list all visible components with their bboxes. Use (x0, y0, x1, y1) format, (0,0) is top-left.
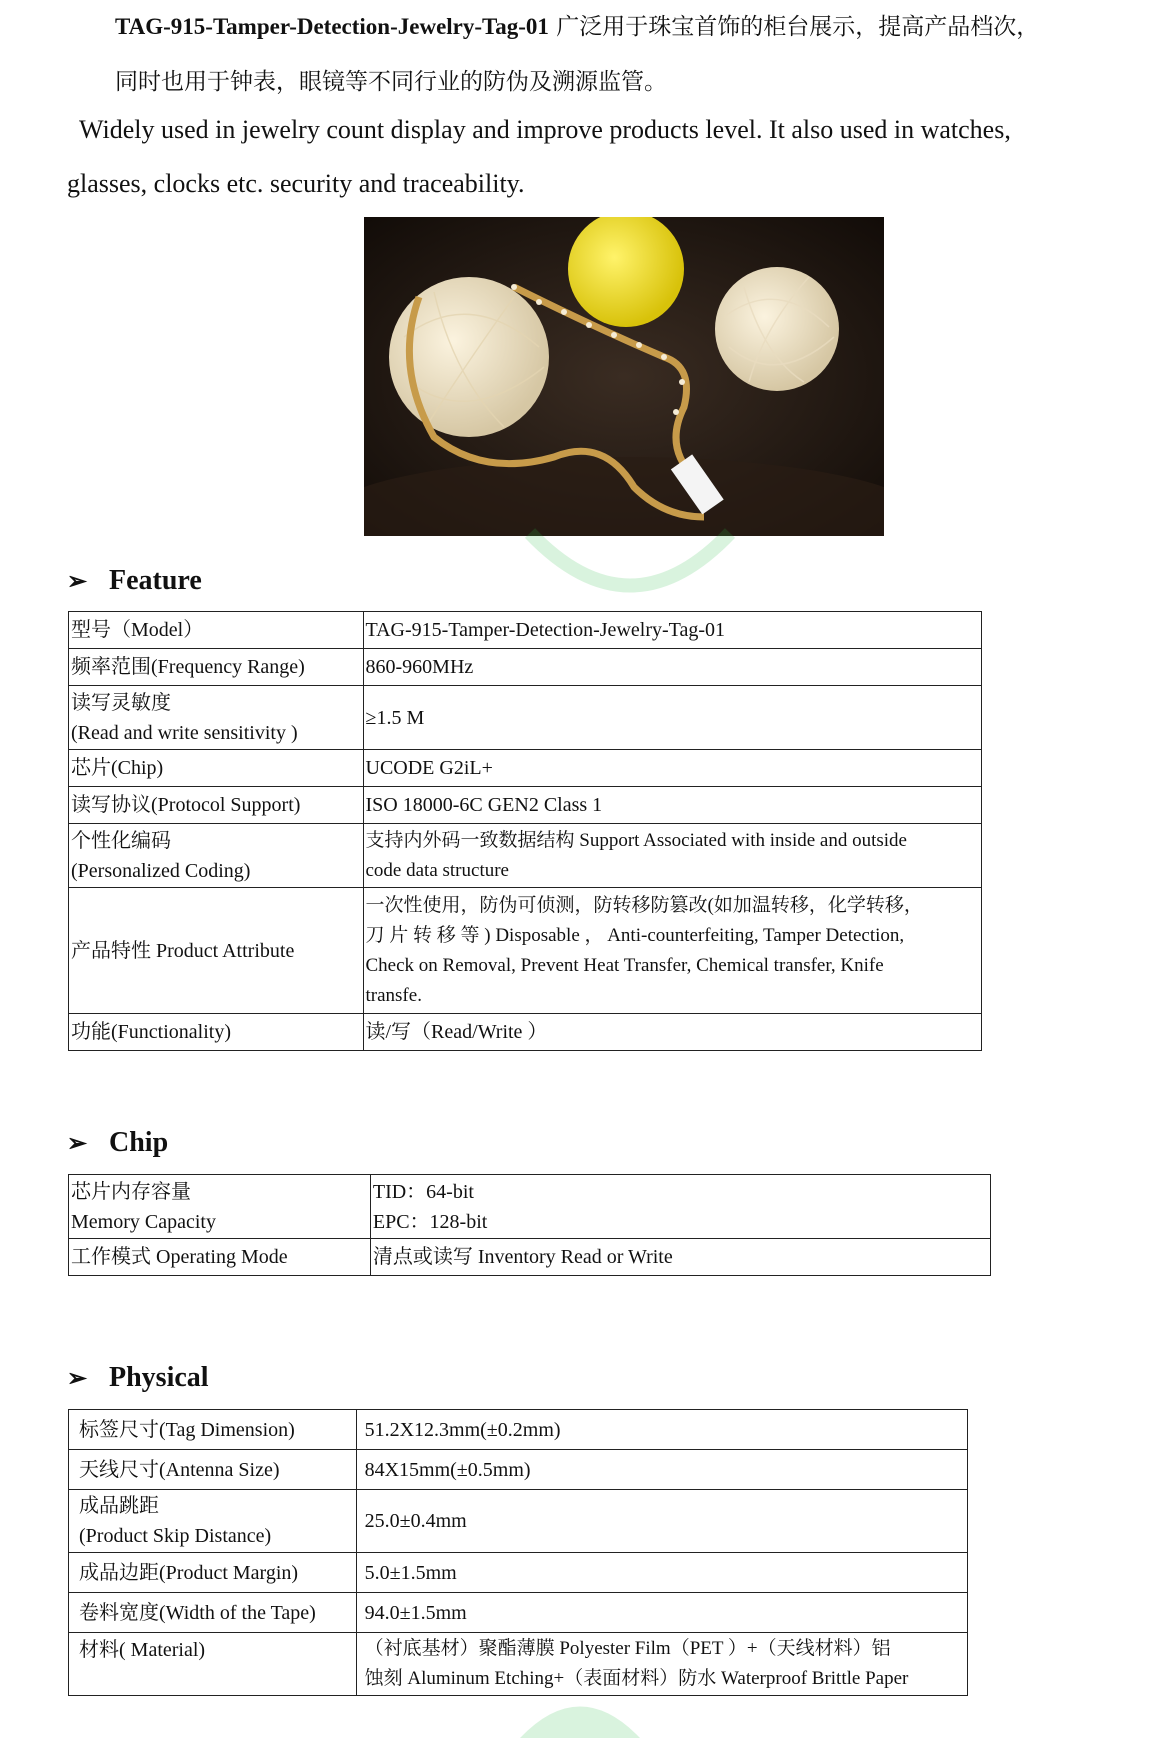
physical-heading (67, 1362, 209, 1394)
table-cell-value-line: 刀 片 转 移 等 ) Disposable ， Anti-counterfeiting, Tamper Detection, (365, 924, 905, 946)
table-row (69, 787, 982, 824)
table-cell-value: ≥1.5 M (363, 686, 982, 750)
table-row (69, 1633, 968, 1696)
table-cell-label (69, 1490, 357, 1553)
intro-english-line-1: Widely used in jewelry count display and improve products level. It also used in watches, (79, 115, 1011, 144)
table-row (69, 824, 982, 888)
product-model-title: TAG-915-Tamper-Detection-Jewelry-Tag-01 (115, 14, 549, 39)
arrow-bullet-icon: ➢ (67, 1131, 88, 1157)
table-cell-value-line: 一次性使用，防伪可侦测，防转移防篡改(如加温转移，化学转移， (365, 894, 923, 916)
chip-heading (67, 1127, 168, 1159)
table-cell-value: 94.0±1.5mm (356, 1593, 967, 1633)
table-row (69, 649, 982, 686)
table-row (69, 888, 982, 1014)
table-cell-label: 型号（Model） (69, 612, 364, 649)
feature-table (68, 611, 982, 1051)
arrow-bullet-icon: ➢ (67, 1366, 88, 1392)
table-cell-value-line: code data structure (365, 859, 509, 881)
table-cell-value-line: 支持内外码一致数据结构 Support Associated with inside and outside (365, 829, 907, 851)
table-cell-label-line: (Personalized Coding) (71, 859, 251, 882)
feature-heading-text: Feature (109, 565, 202, 596)
table-cell-value: 清点或读写 Inventory Read or Write (370, 1239, 990, 1276)
arrow-bullet-icon: ➢ (67, 569, 88, 595)
table-row (69, 750, 982, 787)
table-cell-value: ISO 18000-6C GEN2 Class 1 (363, 787, 982, 824)
table-cell-value: 25.0±0.4mm (356, 1490, 967, 1553)
table-cell-label: 材料( Material) (69, 1633, 357, 1696)
table-cell-label-line: 芯片内存容量 (71, 1180, 191, 1203)
table-row (69, 1410, 968, 1450)
feature-heading (67, 565, 202, 597)
table-cell-label: 读写协议(Protocol Support) (69, 787, 364, 824)
table-cell-label: 标签尺寸(Tag Dimension) (69, 1410, 357, 1450)
table-cell-value-line: transfe. (365, 984, 422, 1006)
table-cell-value-line: （衬底基材）聚酯薄膜 Polyester Film（PET ）+（天线材料）铝 (364, 1638, 891, 1659)
physical-table (68, 1409, 968, 1696)
table-cell-label-line: (Product Skip Distance) (79, 1525, 272, 1547)
table-cell-label-line: Memory Capacity (71, 1210, 216, 1233)
intro-chinese-line-2: 同时也用于钟表，眼镜等不同行业的防伪及溯源监管。 (115, 69, 667, 95)
table-row (69, 1239, 991, 1276)
table-cell-value (370, 1175, 990, 1239)
table-cell-label: 芯片(Chip) (69, 750, 364, 787)
table-cell-value: UCODE G2iL+ (363, 750, 982, 787)
intro-chinese-line-1 (115, 8, 1039, 41)
jewelry-bracelet-with-tag-photo (364, 217, 884, 536)
table-cell-label-line: 个性化编码 (71, 829, 171, 852)
chip-heading-text: Chip (109, 1127, 169, 1158)
watermark-logo-icon (520, 528, 740, 608)
table-cell-label: 频率范围(Frequency Range) (69, 649, 364, 686)
table-row (69, 686, 982, 750)
table-row (69, 1175, 991, 1239)
table-cell-value-line: EPC：128-bit (372, 1210, 488, 1233)
table-cell-label: 成品边距(Product Margin) (69, 1553, 357, 1593)
table-cell-value: 860-960MHz (363, 649, 982, 686)
table-row (69, 1553, 968, 1593)
table-cell-value: 84X15mm(±0.5mm) (356, 1450, 967, 1490)
intro-english-line-2: glasses, clocks etc. security and traceability. (67, 169, 525, 198)
chip-table (68, 1174, 991, 1276)
table-cell-value-line: Check on Removal, Prevent Heat Transfer, Chemical transfer, Knife (365, 954, 884, 976)
table-cell-label (69, 686, 364, 750)
table-row (69, 1490, 968, 1553)
table-cell-label-line: 成品跳距 (79, 1495, 159, 1517)
table-cell-value: 5.0±1.5mm (356, 1553, 967, 1593)
table-cell-label-line: 读写灵敏度 (71, 691, 171, 714)
table-cell-label: 功能(Functionality) (69, 1014, 364, 1051)
table-cell-label (69, 824, 364, 888)
table-cell-label: 工作模式 Operating Mode (69, 1239, 371, 1276)
table-row (69, 1593, 968, 1633)
table-cell-value: TAG-915-Tamper-Detection-Jewelry-Tag-01 (363, 612, 982, 649)
physical-heading-text: Physical (109, 1362, 209, 1393)
table-cell-label (69, 1175, 371, 1239)
table-cell-value (356, 1633, 967, 1696)
table-cell-value: 51.2X12.3mm(±0.2mm) (356, 1410, 967, 1450)
table-cell-value (363, 824, 982, 888)
table-cell-value-line: 蚀刻 Aluminum Etching+（表面材料）防水 Waterproof Brittle Paper (364, 1668, 909, 1689)
table-cell-label: 卷料宽度(Width of the Tape) (69, 1593, 357, 1633)
table-row (69, 612, 982, 649)
table-cell-value-line: TID：64-bit (372, 1180, 474, 1203)
table-cell-label-line: (Read and write sensitivity ) (71, 721, 298, 744)
table-cell-value: 读/写（Read/Write ） (363, 1014, 982, 1051)
table-cell-value (363, 888, 982, 1014)
table-row (69, 1014, 982, 1051)
table-row (69, 1450, 968, 1490)
intro-chinese-text-1: 广泛用于珠宝首饰的柜台展示，提高产品档次， (548, 14, 1040, 40)
table-cell-label: 天线尺寸(Antenna Size) (69, 1450, 357, 1490)
table-cell-label: 产品特性 Product Attribute (69, 888, 364, 1014)
